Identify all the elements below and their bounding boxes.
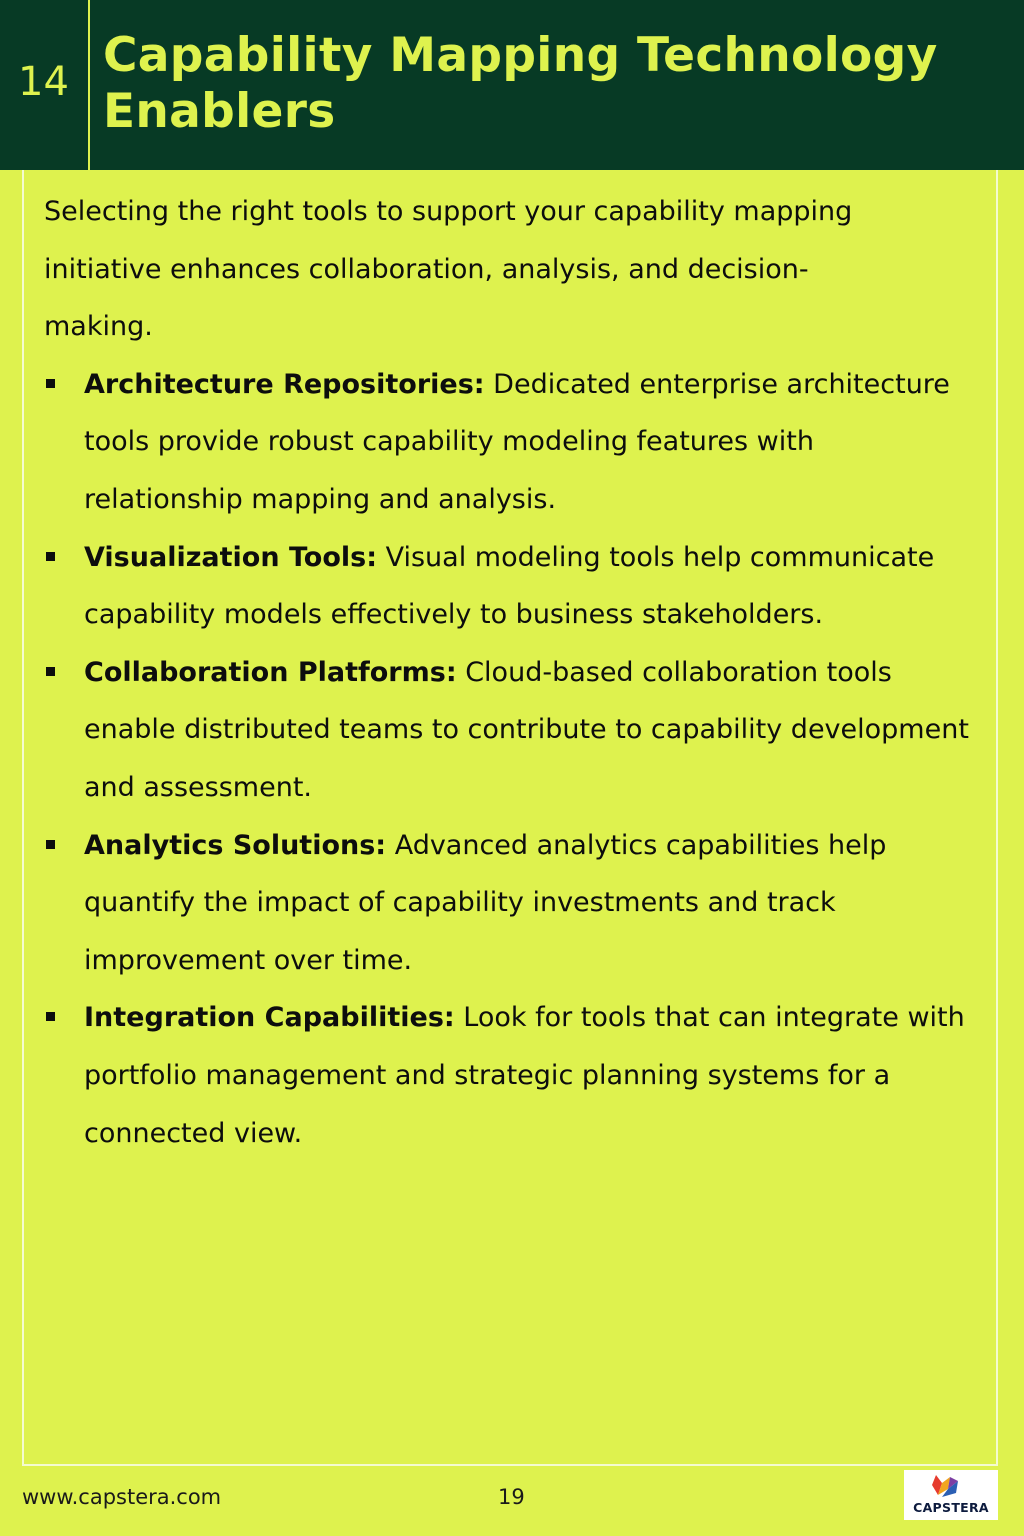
intro-paragraph: Selecting the right tools to support your capability mapping initiative enhances collaboration, analysis, and decision-making. — [44, 196, 853, 343]
bullet-label: Integration Capabilities: — [84, 1002, 455, 1034]
square-bullet-icon — [46, 667, 55, 676]
page-title: Capability Mapping Technology Enablers — [103, 28, 938, 139]
bullet-item-integration-capabilities — [44, 989, 974, 1162]
page-header — [0, 0, 1024, 170]
square-bullet-icon — [46, 1012, 55, 1021]
bullet-label: Collaboration Platforms: — [84, 656, 457, 688]
bullet-item-visualization-tools — [44, 529, 974, 644]
header-divider — [88, 0, 90, 170]
bullet-item-analytics-solutions — [44, 817, 974, 990]
bullet-text: Advanced analytics capabilities help quantify the impact of capability investments and track improvement over time. — [84, 829, 887, 976]
logo-wordmark: CAPSTERA — [913, 1500, 989, 1515]
bullet-text: Visual modeling tools help communicate capability models effectively to business stakeholders. — [84, 541, 935, 631]
square-bullet-icon — [46, 379, 55, 388]
bullet-label: Architecture Repositories: — [84, 368, 485, 400]
bullet-text: Dedicated enterprise architecture tools provide robust capability modeling features with relationship mapping and analysis. — [84, 368, 950, 515]
bullet-text: Look for tools that can integrate with portfolio management and strategic planning systems for a connected view. — [84, 1002, 965, 1149]
page-number: 19 — [498, 1485, 525, 1509]
capstera-logo-icon — [928, 1473, 974, 1499]
bullet-item-collaboration-platforms — [44, 644, 974, 817]
bullet-label: Visualization Tools: — [84, 541, 378, 573]
square-bullet-icon — [46, 552, 55, 561]
bullet-list — [44, 356, 974, 1162]
bullet-text: Cloud-based collaboration tools enable distributed teams to contribute to capability development and assessment. — [84, 656, 969, 803]
chapter-number: 14 — [18, 59, 69, 105]
square-bullet-icon — [46, 840, 55, 849]
footer-website-link[interactable]: www.capstera.com — [22, 1485, 222, 1509]
bullet-label: Analytics Solutions: — [84, 829, 387, 861]
content-body — [44, 183, 974, 1162]
bullet-item-architecture-repositories — [44, 356, 974, 529]
capstera-logo — [904, 1470, 998, 1520]
